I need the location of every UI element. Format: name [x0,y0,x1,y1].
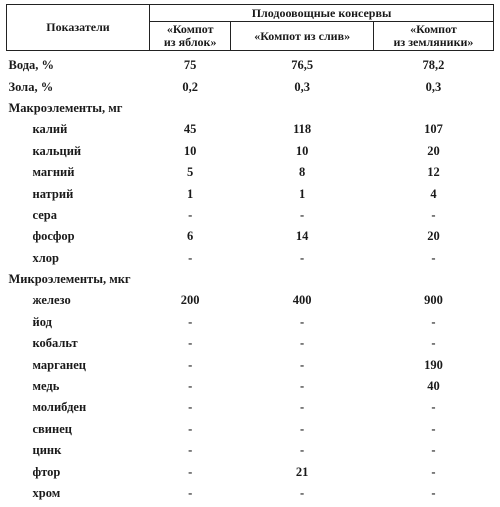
table-row [7,183,494,204]
table-row [7,312,494,333]
row-label: Зола, % [8,79,54,94]
value-cell: 900 [424,293,443,308]
value-cell: 118 [293,122,312,137]
header-row-group [7,5,494,22]
table-row [7,461,494,482]
row-sublabel: молибден [32,400,87,415]
row-sublabel: натрий [32,186,74,201]
value-cell: 76,5 [291,58,314,73]
row-sublabel: магний [32,165,75,180]
value-cell: - [431,314,436,329]
value-cell: 20 [427,229,440,244]
column-header-apple: «Компот из яблок» [150,22,231,51]
value-cell: - [188,357,193,372]
table-row [7,76,494,97]
table-row [7,119,494,140]
value-cell: 1 [299,186,306,201]
value-cell [373,98,493,119]
value-cell: - [188,250,193,265]
value-cell: 0,3 [294,79,310,94]
value-cell: 107 [424,122,443,137]
table-row [7,397,494,418]
value-cell: - [188,314,193,329]
table-row [7,98,494,119]
value-cell: 75 [183,58,197,73]
value-cell: - [431,464,436,479]
row-sublabel: фтор [32,464,61,479]
value-cell: 1 [187,186,194,201]
table-row [7,354,494,375]
value-cell: - [188,400,193,415]
table-row [7,419,494,440]
value-cell: 10 [295,143,309,158]
table-row [7,376,494,397]
row-label-header: Показатели [7,5,150,51]
table-row [7,141,494,162]
value-cell: 4 [430,186,437,201]
table-row [7,162,494,183]
row-sublabel: свинец [32,421,72,436]
value-cell: - [300,314,305,329]
value-cell: 21 [295,464,309,479]
value-cell [231,269,374,290]
value-cell: - [300,336,305,351]
table-row [7,333,494,354]
value-cell: 200 [180,293,200,308]
row-sublabel: хлор [32,250,59,265]
value-cell: - [300,400,305,415]
table-row [7,269,494,290]
row-label: Микроэлементы, мкг [8,272,131,287]
row-sublabel: медь [32,379,60,394]
value-cell: - [431,400,436,415]
value-cell: 14 [295,229,309,244]
value-cell: - [188,336,193,351]
value-cell: - [431,336,436,351]
row-sublabel: кальций [32,143,82,158]
row-sublabel: цинк [32,443,62,458]
value-cell: - [188,379,193,394]
value-cell: - [300,486,305,500]
row-sublabel: кобальт [32,336,78,351]
value-cell [231,98,374,119]
value-cell: - [300,421,305,436]
value-cell [150,269,231,290]
table-row [7,226,494,247]
value-cell: - [300,379,305,394]
table-row [7,483,494,504]
column-header-plum: «Компот из слив» [231,22,374,51]
value-cell: 0,3 [425,79,442,94]
row-sublabel: сера [32,207,57,222]
value-cell: - [431,421,436,436]
table-row [7,248,494,269]
value-cell: 400 [292,293,312,308]
value-cell: - [431,443,436,458]
value-cell: 10 [183,143,197,158]
value-cell: 12 [427,165,440,180]
row-sublabel: йод [32,314,52,329]
value-cell: - [188,486,193,500]
value-cell: - [431,486,436,500]
value-cell: - [431,250,436,265]
row-label: Макроэлементы, мг [8,100,123,115]
value-cell: 5 [187,165,194,180]
table-row [7,440,494,461]
value-cell: - [300,250,305,265]
value-cell: 190 [424,357,443,372]
value-cell: - [300,207,305,222]
nutrition-table [6,4,494,504]
value-cell: - [188,421,193,436]
value-cell: 20 [427,143,440,158]
value-cell: 8 [299,165,306,180]
value-cell: - [188,207,193,222]
value-cell: 78,2 [422,58,445,73]
row-sublabel: хром [32,486,61,500]
row-sublabel: фосфор [32,229,75,244]
value-cell: 45 [183,122,197,137]
value-cell: - [188,464,193,479]
row-sublabel: калий [32,122,68,137]
value-cell: - [300,357,305,372]
value-cell [373,269,493,290]
row-label: Вода, % [8,58,55,73]
row-sublabel: железо [32,293,71,308]
value-cell: - [300,443,305,458]
group-header: Плодоовощные консервы [150,5,494,22]
table-row [7,290,494,311]
column-header-strawberry: «Компот из земляники» [373,22,493,51]
value-cell: 6 [187,229,194,244]
table-row [7,51,494,77]
value-cell [150,98,231,119]
value-cell: 0,2 [182,79,198,94]
value-cell: - [188,443,193,458]
value-cell: - [431,207,436,222]
table-row [7,205,494,226]
table-body [7,51,494,505]
value-cell: 40 [427,379,440,394]
row-sublabel: марганец [32,357,87,372]
